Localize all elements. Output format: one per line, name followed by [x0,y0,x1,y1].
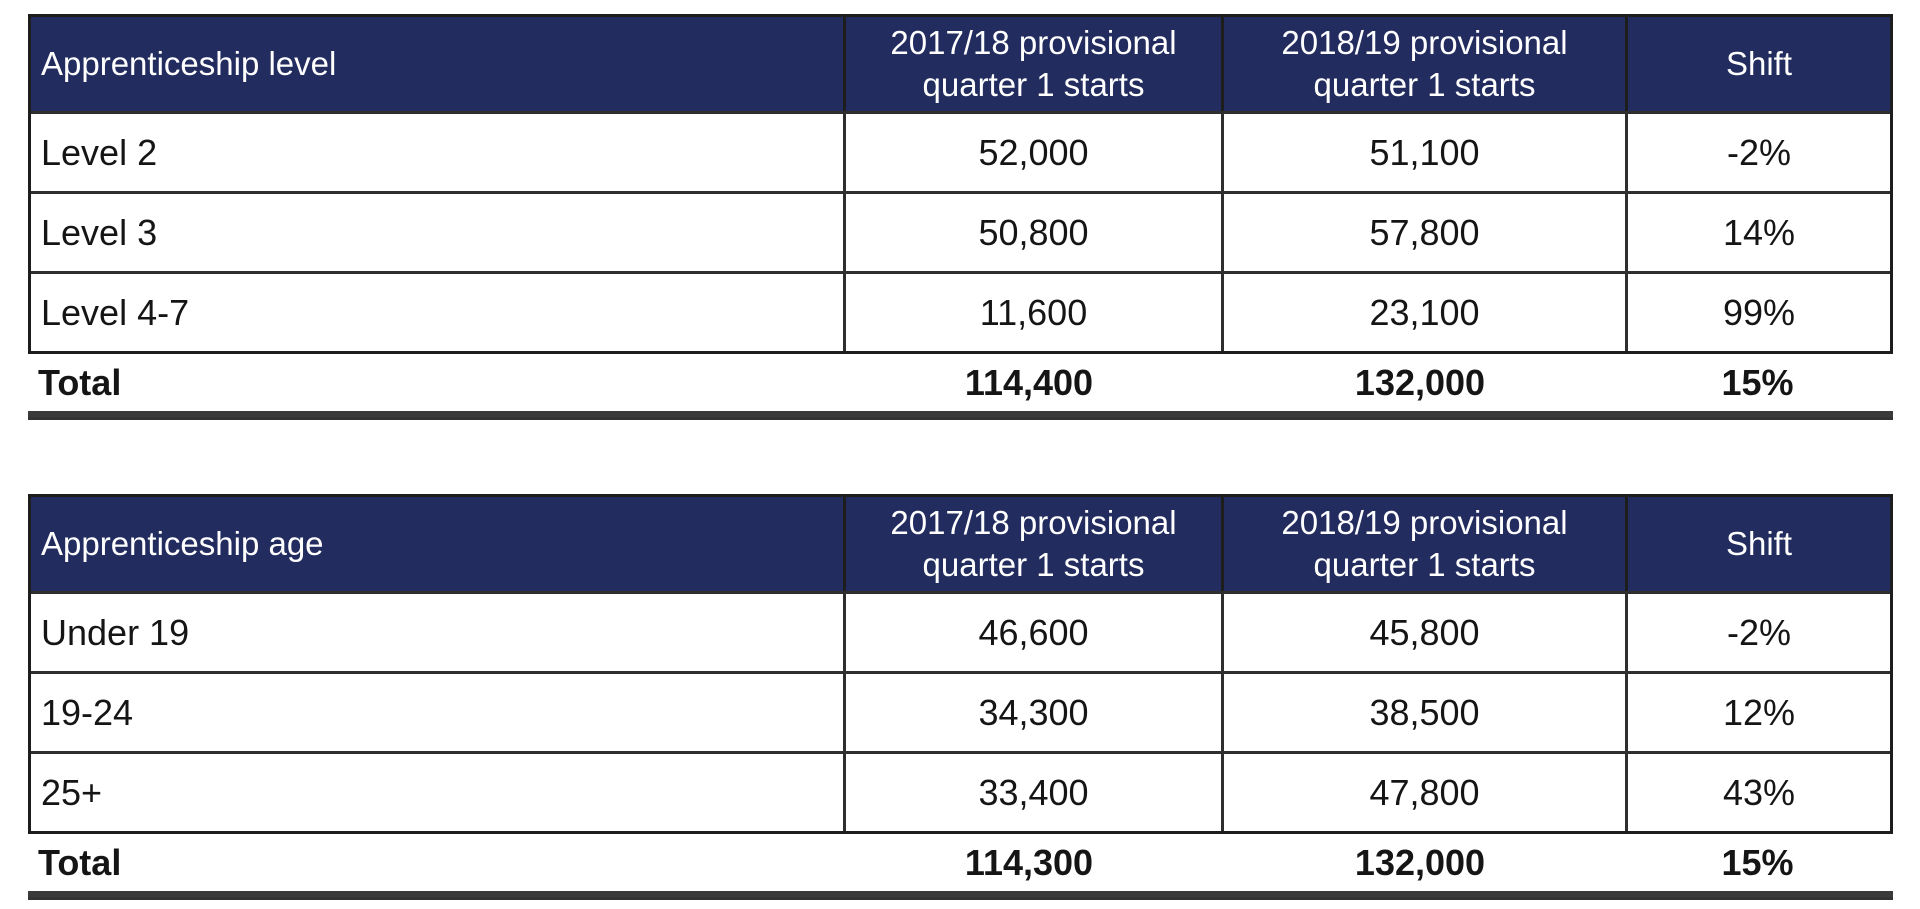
value-cell-2018-19: 38,500 [1221,674,1625,751]
value-cell-shift: -2% [1625,114,1890,191]
value-cell-2017-18: 52,000 [843,114,1221,191]
header-cell-2018-19-starts: 2018/19 provisional quarter 1 starts [1221,17,1625,111]
value-cell-2018-19: 45,800 [1221,594,1625,671]
header-cell-shift: Shift [1625,497,1890,591]
total-value-shift: 15% [1721,841,1794,883]
row-label: Level 2 [41,131,158,173]
total-value-2017-18: 114,300 [964,841,1094,883]
header-cell-apprenticeship-age: Apprenticeship age [41,525,324,562]
header-cell-shift: Shift [1625,17,1890,111]
total-double-rule [28,891,1893,900]
total-label: Total [38,361,122,403]
value-cell-2018-19: 57,800 [1221,194,1625,271]
row-label: Level 3 [41,211,158,253]
row-label: 25+ [41,771,103,813]
level-table-bordered-box [28,14,1893,354]
apprenticeship-level-table [28,14,1893,420]
level-table-header-row [31,17,1890,111]
total-value-shift: 15% [1721,361,1794,403]
table-row-19-24 [31,671,1890,751]
value-cell-2018-19: 51,100 [1221,114,1625,191]
row-label: 19-24 [41,691,134,733]
value-cell-shift: 14% [1625,194,1890,271]
row-label: Level 4-7 [41,291,190,333]
value-cell-shift: 12% [1625,674,1890,751]
table-row-25-plus [31,751,1890,831]
table-row-level-2 [31,111,1890,191]
value-cell-2017-18: 34,300 [843,674,1221,751]
level-table-total-row [28,354,1893,411]
header-cell-2017-18-starts: 2017/18 provisional quarter 1 starts [843,17,1221,111]
header-cell-2018-19-starts: 2018/19 provisional quarter 1 starts [1221,497,1625,591]
total-double-rule [28,411,1893,420]
table-row-under-19 [31,591,1890,671]
value-cell-shift: -2% [1625,594,1890,671]
row-label: Under 19 [41,611,190,653]
header-cell-2017-18-starts: 2017/18 provisional quarter 1 starts [843,497,1221,591]
age-table-header-row [31,497,1890,591]
table-row-level-3 [31,191,1890,271]
value-cell-2017-18: 11,600 [843,274,1221,351]
apprenticeship-age-table [28,494,1893,900]
value-cell-shift: 99% [1625,274,1890,351]
value-cell-2017-18: 50,800 [843,194,1221,271]
age-table-total-row [28,834,1893,891]
total-value-2018-19: 132,000 [1354,361,1486,403]
total-value-2017-18: 114,400 [964,361,1094,403]
header-cell-apprenticeship-level: Apprenticeship level [41,45,337,82]
table-row-level-4-7 [31,271,1890,351]
value-cell-2018-19: 47,800 [1221,754,1625,831]
total-value-2018-19: 132,000 [1354,841,1486,883]
value-cell-2017-18: 33,400 [843,754,1221,831]
value-cell-2017-18: 46,600 [843,594,1221,671]
value-cell-shift: 43% [1625,754,1890,831]
total-label: Total [38,841,122,883]
value-cell-2018-19: 23,100 [1221,274,1625,351]
age-table-bordered-box [28,494,1893,834]
